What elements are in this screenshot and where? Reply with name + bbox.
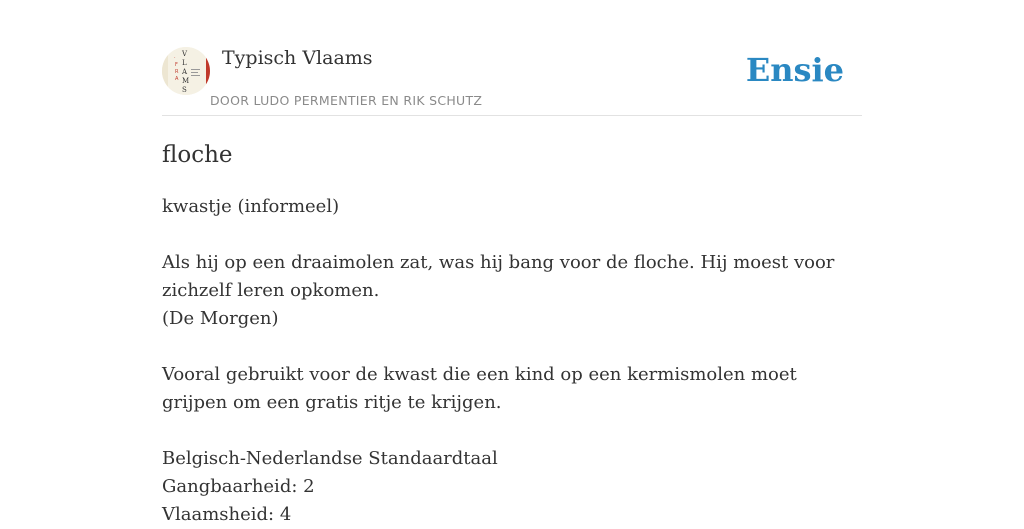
logo-letter-3: A bbox=[182, 68, 188, 76]
dictionary-logo[interactable] bbox=[162, 47, 210, 95]
svg-text:A: A bbox=[175, 76, 179, 82]
entry-gangbaarheid: Gangbaarheid: 2 bbox=[162, 476, 315, 497]
book-cover-icon bbox=[162, 47, 210, 95]
page-container bbox=[162, 0, 862, 529]
svg-text:R: R bbox=[175, 69, 179, 75]
entry-definition: kwastje (informeel) bbox=[162, 196, 340, 217]
dictionary-title[interactable]: Typisch Vlaams bbox=[222, 47, 373, 69]
svg-text:.: . bbox=[174, 54, 176, 60]
paragraph-gap bbox=[162, 333, 862, 361]
dictionary-header bbox=[162, 0, 862, 116]
entry-vlaamsheid: Vlaamsheid: 4 bbox=[162, 504, 292, 525]
entry-headword: floche bbox=[162, 142, 233, 168]
dictionary-authors: DOOR LUDO PERMENTIER EN RIK SCHUTZ bbox=[210, 93, 483, 108]
logo-letter-1: V bbox=[182, 50, 188, 58]
entry-body bbox=[162, 193, 862, 529]
svg-text:F: F bbox=[175, 62, 178, 68]
entry-register: Belgisch-Nederlandse Standaardtaal bbox=[162, 448, 498, 469]
paragraph-gap bbox=[162, 417, 862, 445]
logo-letter-5: S bbox=[182, 86, 187, 94]
entry-example: Als hij op een draaimolen zat, was hij bang voor de floche. Hij moest voor zichzelf leren opkomen. bbox=[162, 252, 835, 301]
paragraph-gap bbox=[162, 221, 862, 249]
ensie-logo[interactable]: Ensie bbox=[745, 51, 844, 89]
logo-letter-4: M bbox=[182, 77, 190, 85]
entry-example-source: (De Morgen) bbox=[162, 308, 279, 329]
entry-usage-note: Vooral gebruikt voor de kwast die een kind op een kermismolen moet grijpen om een gratis ritje te krijgen. bbox=[162, 364, 797, 413]
logo-letter-2: L bbox=[182, 59, 187, 67]
